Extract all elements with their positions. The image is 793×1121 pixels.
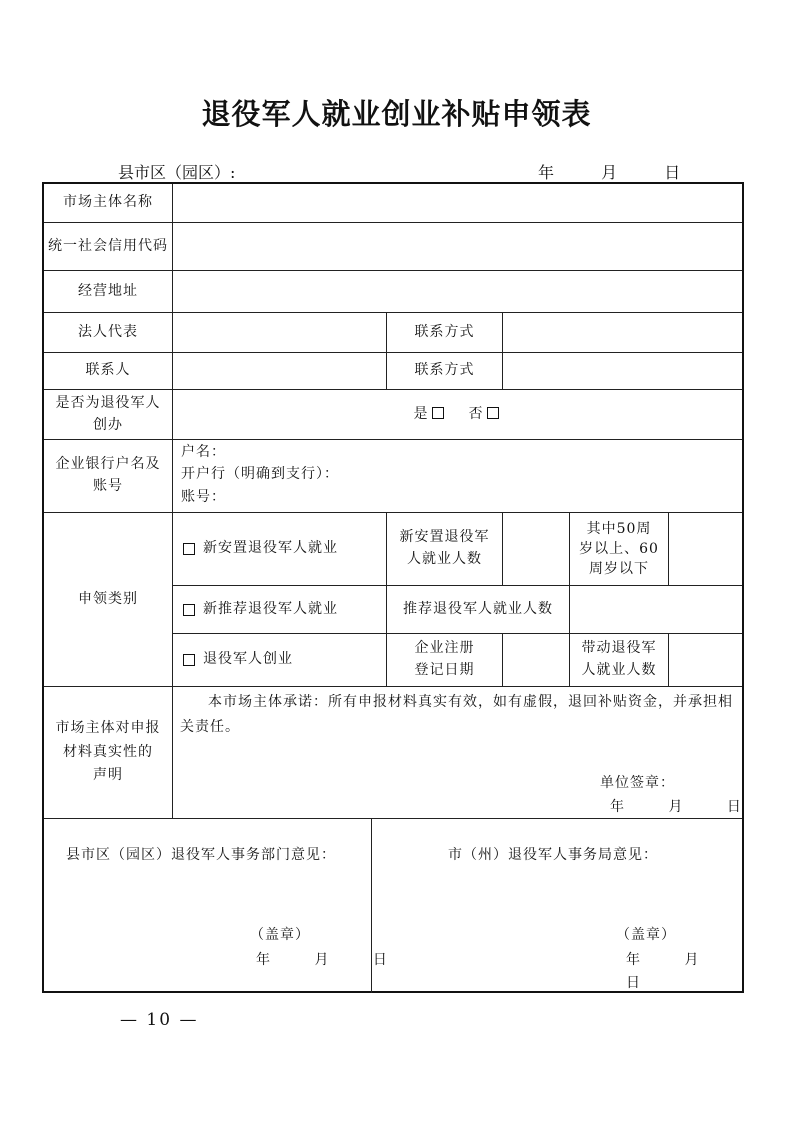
date-day-label: 日 <box>626 975 641 992</box>
page-number: — 10 — <box>120 1010 199 1030</box>
date-year-label: 年 <box>610 799 625 815</box>
option1-sub-line: 岁以上、60 <box>579 540 659 557</box>
unit-seal-label: 单位签章： <box>600 775 675 791</box>
entity-name-field[interactable] <box>173 184 742 222</box>
option1-sub-line: 周岁以下 <box>589 561 649 578</box>
veteran-founded-label <box>44 390 172 439</box>
option3-count-label <box>570 634 668 686</box>
contact-person-label: 联系人 <box>85 362 131 379</box>
declaration-label-line: 声明 <box>93 767 123 784</box>
veteran-founded-line: 创办 <box>93 416 123 433</box>
option1-count-field[interactable] <box>503 513 569 585</box>
header-date <box>538 160 680 183</box>
option1-item[interactable] <box>180 513 386 585</box>
date-year-label: 年 <box>538 163 555 182</box>
option1-sub-label <box>570 513 668 585</box>
yes-label: 是 <box>413 405 429 422</box>
entity-name-label: 市场主体名称 <box>63 194 153 211</box>
legal-rep-contact-label: 联系方式 <box>414 323 475 340</box>
bank-branch-line: 开户行（明确到支行）： <box>181 466 339 483</box>
option1-label: 新安置退役军人就业 <box>203 540 338 557</box>
date-month-label: 月 <box>668 799 684 815</box>
option3-checkbox[interactable] <box>183 654 195 666</box>
veteran-founded-choice <box>173 390 742 439</box>
option3-reg-field[interactable] <box>503 634 569 686</box>
city-seal-label: （盖章） <box>616 927 676 943</box>
credit-code-field[interactable] <box>173 223 742 270</box>
legal-rep-contact-field[interactable] <box>503 313 742 352</box>
option3-reg-line: 企业注册 <box>414 640 475 657</box>
yes-checkbox[interactable] <box>432 407 444 419</box>
option3-item[interactable] <box>180 634 386 686</box>
declaration-date <box>610 796 742 819</box>
legal-rep-label: 法人代表 <box>78 323 138 340</box>
option2-label: 新推荐退役军人就业 <box>203 600 338 617</box>
option3-count-field[interactable] <box>669 634 742 686</box>
contact-person-method-field[interactable] <box>503 353 742 389</box>
option3-label: 退役军人创业 <box>203 651 293 668</box>
option2-count-field[interactable] <box>570 586 742 633</box>
option1-count-label <box>387 513 502 585</box>
veteran-founded-line: 是否为退役军人 <box>55 394 161 411</box>
district-label: 县市区（园区）: <box>118 163 236 182</box>
option2-count-label: 推荐退役军人就业人数 <box>403 600 553 617</box>
declaration-label-line: 材料真实性的 <box>63 743 153 760</box>
account-name-line: 户名： <box>181 444 226 460</box>
option3-count-line: 人就业人数 <box>581 662 657 678</box>
date-month-label: 月 <box>601 163 618 182</box>
county-opinion-label: 县市区（园区）退役军人事务部门意见： <box>66 847 336 863</box>
option3-reg-label <box>387 634 502 686</box>
city-opinion-date <box>626 949 742 995</box>
option1-checkbox[interactable] <box>183 543 195 555</box>
credit-code-label: 统一社会信用代码 <box>48 237 168 254</box>
option1-sub-field[interactable] <box>669 513 742 585</box>
address-label: 经营地址 <box>78 282 138 299</box>
address-field[interactable] <box>173 271 742 312</box>
date-day-label: 日 <box>372 952 388 968</box>
option1-count-line: 人就业人数 <box>407 551 482 567</box>
category-label: 申领类别 <box>78 590 138 607</box>
no-label: 否 <box>468 405 484 422</box>
date-year-label: 年 <box>626 952 641 968</box>
legal-rep-field[interactable] <box>173 313 386 352</box>
option3-count-line: 带动退役军 <box>581 640 657 657</box>
declaration-label-line: 市场主体对申报 <box>55 719 161 736</box>
form-title: 退役军人就业创业补贴申领表 <box>201 97 592 131</box>
date-day-label: 日 <box>664 163 681 182</box>
contact-person-field[interactable] <box>173 353 386 389</box>
option3-reg-line: 登记日期 <box>414 662 475 678</box>
option2-checkbox[interactable] <box>183 604 195 616</box>
option1-count-line: 新安置退役军 <box>399 529 490 546</box>
account-number-line: 账号： <box>181 488 226 505</box>
date-month-label: 月 <box>314 952 330 968</box>
application-table <box>42 182 744 993</box>
bank-label <box>44 440 172 512</box>
date-month-label: 月 <box>684 952 700 968</box>
declaration-label <box>44 687 172 818</box>
bank-label-line: 账号 <box>93 478 123 494</box>
no-checkbox[interactable] <box>487 407 499 419</box>
contact-person-method-label: 联系方式 <box>414 362 475 379</box>
bank-label-line: 企业银行户名及 <box>55 456 161 473</box>
option1-sub-line: 其中50周 <box>586 520 652 537</box>
option2-item[interactable] <box>180 586 386 633</box>
county-seal-label: （盖章） <box>250 927 310 943</box>
bank-details[interactable] <box>181 441 731 508</box>
yes-option[interactable] <box>414 404 447 426</box>
no-option[interactable] <box>469 404 502 426</box>
date-year-label: 年 <box>256 952 271 968</box>
county-opinion-date <box>256 949 388 972</box>
date-day-label: 日 <box>726 799 742 815</box>
declaration-text: 本市场主体承诺：所有申报材料真实有效，如有虚假，退回补贴资金，并承担相关责任。 <box>180 694 733 735</box>
city-opinion-label: 市（州）退役军人事务局意见： <box>448 847 658 863</box>
